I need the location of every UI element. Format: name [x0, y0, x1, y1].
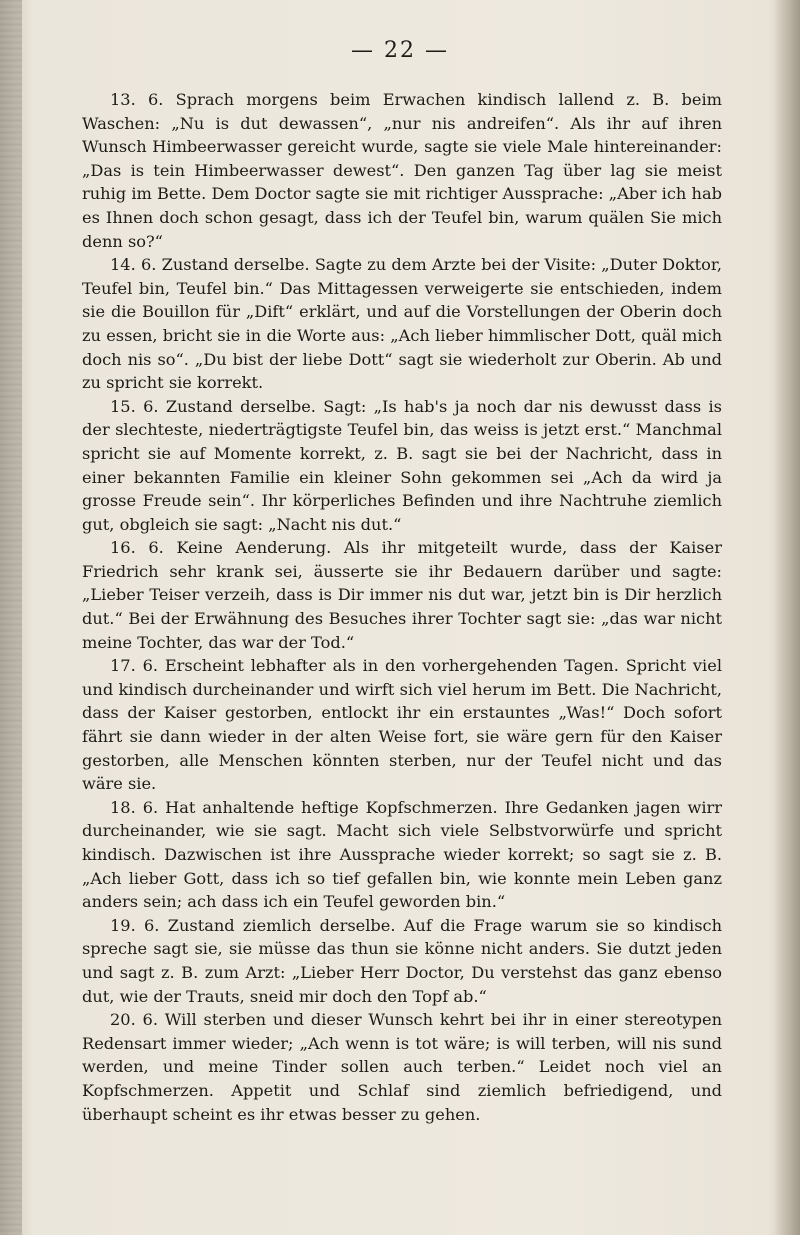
page-number: — 22 — [351, 38, 449, 63]
entry-13-6: 13. 6. Sprach morgens beim Erwachen kindisch lallend z. B. beim Waschen: „Nu is dut dewassen“, „nur nis andreifen“. Als ihr auf ihren Wunsch Himbeerwasser gereicht wurde, sagte sie viele Male hintereinander: „Das is tein Himbeerwasser dewest“. Den ganzen Tag über lag sie meist ruhig im Bette. Dem Doctor sagte sie mit richtiger Aussprache: „Aber ich hab es Ihnen doch schon gesagt, dass ich der Teufel bin, warum quälen Sie mich denn so?“ [82, 90, 722, 251]
entry-20-6: 20. 6. Will sterben und dieser Wunsch kehrt bei ihr in einer stereotypen Redensart immer wieder; „Ach wenn is tot wäre; is will terben, will nis sund werden, und meine Tinder sollen auch terben.“ Leidet noch viel an Kopfschmerzen. Appetit und Schlaf sind ziemlich befriedigend, und überhaupt scheint es ihr etwas besser zu gehen. [82, 1010, 722, 1124]
entry-14-6: 14. 6. Zustand derselbe. Sagte zu dem Arzte bei der Visite: „Duter Doktor, Teufel bin, Teufel bin.“ Das Mittagessen verweigerte sie entschieden, indem sie die Bouillon für „Dift“ erklärt, und auf die Vorstellungen der Oberin doch zu essen, bricht sie in die Worte aus: „Ach lieber himmlischer Dott, quäl mich doch nis so“. „Du bist der liebe Dott“ sagt sie wiederholt zur Oberin. Ab und zu spricht sie korrekt. [82, 255, 722, 393]
entry-16-6: 16. 6. Keine Aenderung. Als ihr mitgeteilt wurde, dass der Kaiser Friedrich sehr krank sei, äusserte sie ihr Bedauern darüber und sagte: „Lieber Teiser verzeih, dass is Dir immer nis dut war, jetzt bin is Dir herzlich dut.“ Bei der Erwähnung des Besuches ihrer Tochter sagt sie: „das war nicht meine Tochter, das war der Tod.“ [82, 538, 722, 652]
page-outer-edge [774, 0, 800, 1235]
entry-15-6: 15. 6. Zustand derselbe. Sagt: „Is hab's ja noch dar nis dewusst dass is der slechteste, niederträgtigste Teufel bin, das weiss is jetzt erst.“ Manchmal spricht sie auf Momente korrekt, z. B. sagt sie bei der Nachricht, dass in einer bekannten Familie ein kleiner Sohn gekommen sei „Ach da wird ja grosse Freude sein“. Ihr körperliches Befinden und ihre Nachtruhe ziemlich gut, obgleich sie sagt: „Nacht nis dut.“ [82, 396, 722, 534]
page-binding-edge [0, 0, 22, 1235]
entry-18-6: 18. 6. Hat anhaltende heftige Kopfschmerzen. Ihre Gedanken jagen wirr durcheinander, wie sie sagt. Macht sich viele Selbstvorwürfe und spricht kindisch. Dazwischen ist ihre Aussprache wieder korrekt; so sagt sie z. B. „Ach lieber Gott, dass ich so tief gefallen bin, wie konnte mein Leben ganz anders sein; ach dass ich ein Teufel geworden bin.“ [82, 797, 722, 912]
entry-17-6: 17. 6. Erscheint lebhafter als in den vorhergehenden Tagen. Spricht viel und kindisch durcheinander und wirft sich viel herum im Bett. Die Nachricht, dass der Kaiser gestorben, entlockt ihr ein erstauntes „Was!“ Doch sofort fährt sie dann wieder in der alten Weise fort, sie wäre gern für den Kaiser gestorben, alle Menschen könnten sterben, nur der Teufel nicht und das wäre sie. [82, 656, 722, 794]
body-text [82, 88, 722, 1126]
entry-19-6: 19. 6. Zustand ziemlich derselbe. Auf die Frage warum sie so kindisch spreche sagt sie, sie müsse das thun sie könne nicht anders. Sie dutzt jeden und sagt z. B. zum Arzt: „Lieber Herr Doctor, Du verstehst das ganz ebenso dut, wie der Trauts, sneid mir doch den Topf ab.“ [82, 915, 722, 1006]
